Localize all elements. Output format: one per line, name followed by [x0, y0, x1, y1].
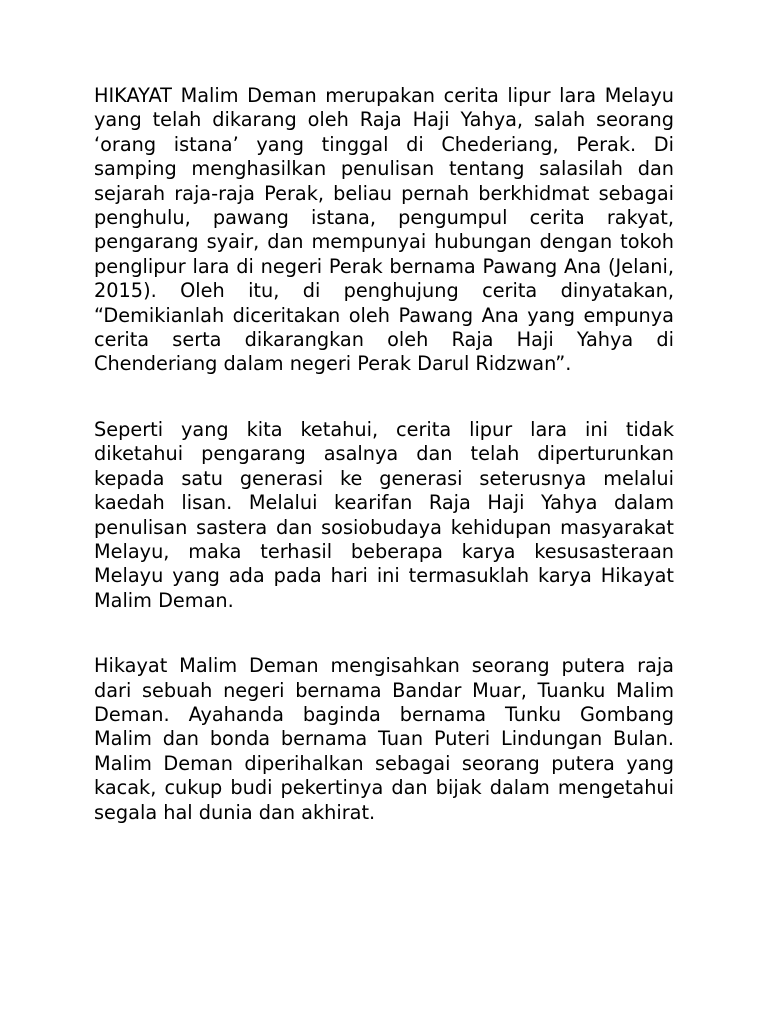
- paragraph-2: Seperti yang kita ketahui, cerita lipur lara ini tidak diketahui pengarang asalnya dan telah diperturunkan kepada satu generasi ke generasi seterusnya melalui kaedah lisan. Melalui kearifan Raja Haji Yahya dalam penulisan sastera dan sosiobudaya kehidupan masyarakat Melayu, maka terhasil beberapa karya kesusasteraan Melayu yang ada pada hari ini termasuklah karya Hikayat Malim Deman.: [94, 417, 674, 612]
- paragraph-1: HIKAYAT Malim Deman merupakan cerita lipur lara Melayu yang telah dikarang oleh Raja Haji Yahya, salah seorang ‘orang istana’ yang tinggal di Chederiang, Perak. Di samping menghasilkan penulisan tentang salasilah dan sejarah raja-raja Perak, beliau pernah berkhidmat sebagai penghulu, pawang istana, pengumpul cerita rakyat, pengarang syair, dan mempunyai hubungan dengan tokoh penglipur lara di negeri Perak bernama Pawang Ana (Jelani, 2015). Oleh itu, di penghujung cerita dinyatakan, “Demikianlah diceritakan oleh Pawang Ana yang empunya cerita serta dikarangkan oleh Raja Haji Yahya di Chenderiang dalam negeri Perak Darul Ridzwan”.: [94, 84, 674, 376]
- paragraph-3: Hikayat Malim Deman mengisahkan seorang putera raja dari sebuah negeri bernama Bandar Muar, Tuanku Malim Deman. Ayahanda baginda bernama Tunku Gombang Malim dan bonda bernama Tuan Puteri Lindungan Bulan. Malim Deman diperihalkan sebagai seorang putera yang kacak, cukup budi pekertinya dan bijak dalam mengetahui segala hal dunia dan akhirat.: [94, 654, 674, 824]
